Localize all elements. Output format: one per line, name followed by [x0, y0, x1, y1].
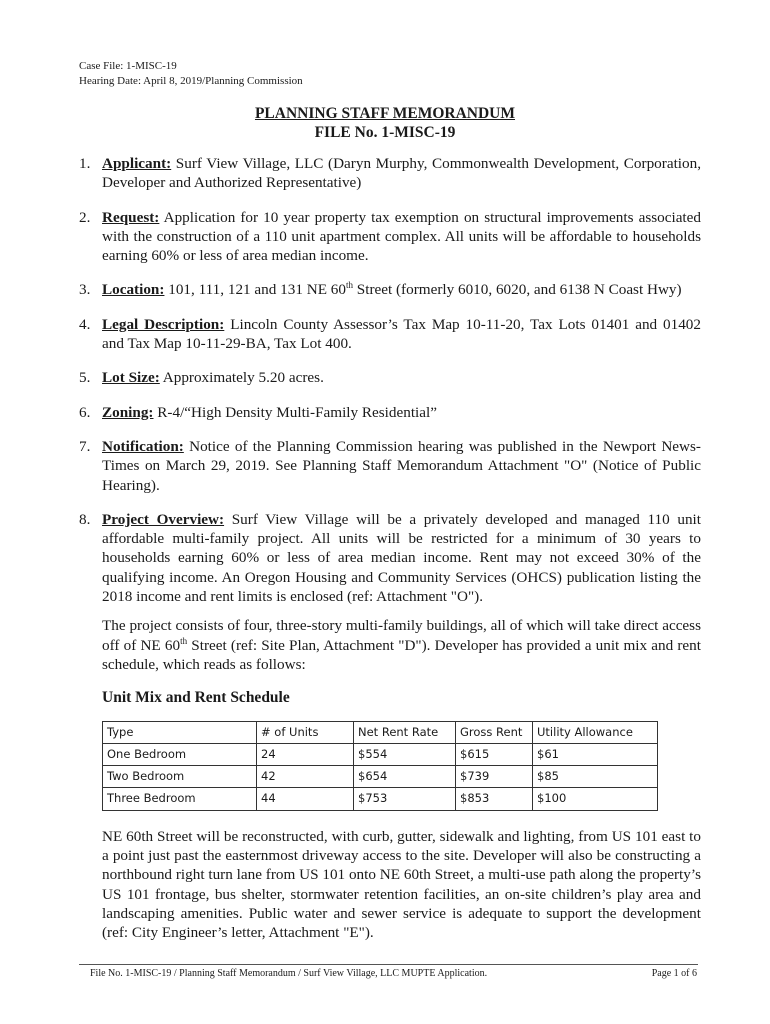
table-cell: $61	[533, 743, 658, 765]
memo-title	[0, 104, 770, 142]
memo-items	[79, 154, 701, 955]
item-text: Approximately 5.20 acres.	[159, 369, 324, 387]
item-label: Project Overview:	[102, 510, 225, 528]
table-row	[103, 788, 658, 810]
table-cell: Two Bedroom	[103, 766, 257, 788]
item-label: Request:	[102, 208, 160, 226]
paragraph-text: The project consists of four, three-story multi-family buildings, all of which will take direct access off of NE 60	[102, 617, 701, 654]
table-cell: $554	[354, 743, 456, 765]
table-row	[103, 766, 658, 788]
schedule-title: Unit Mix and Rent Schedule	[102, 689, 290, 707]
item-number: 3.	[79, 281, 91, 299]
case-header	[79, 59, 303, 89]
table-cell: $615	[456, 743, 533, 765]
table-cell: Three Bedroom	[103, 788, 257, 810]
item-notification	[79, 437, 701, 495]
column-header: Utility Allowance	[533, 721, 658, 743]
table-cell: $753	[354, 788, 456, 810]
item-text: Surf View Village will be a privately developed and managed 110 unit affordable multi-family project. All units will be restricted for a minimum of 30 years to households earning 60% or less of area median income. Rent may not exceed 30% of the qualifying income. An Oregon Housing and Community Services (OHCS) publication listing the 2018 income and rent limits is enclosed (ref: Attachment "O").	[102, 510, 701, 606]
item-text: Lincoln County Assessor’s Tax Map 10-11-20, Tax Lots 01401 and 01402 and Tax Map 10-11-29-BA, Tax Lot 400.	[102, 315, 701, 353]
table-cell: $739	[456, 766, 533, 788]
item-label: Zoning:	[102, 403, 154, 421]
column-header: Type	[103, 721, 257, 743]
table-cell: 44	[257, 788, 354, 810]
item-zoning	[79, 403, 701, 422]
item-text: Application for 10 year property tax exemption on structural improvements associated with the construction of a 110 unit apartment complex. All units will be affordable to households earning 60% or less of area median income.	[102, 208, 701, 265]
item-text: R-4/“High Density Multi-Family Residential”	[153, 403, 437, 421]
item-text-cont: Street (formerly 6010, 6020, and 6138 N Coast Hwy)	[352, 281, 682, 299]
footer-file-reference: File No. 1-MISC-19 / Planning Staff Memorandum / Surf View Village, LLC MUPTE Application.	[90, 968, 488, 979]
item-request	[79, 208, 701, 266]
item-label: Applicant:	[102, 155, 172, 172]
column-header: Net Rent Rate	[354, 721, 456, 743]
column-header: # of Units	[257, 721, 354, 743]
case-file: Case File: 1-MISC-19	[79, 60, 177, 72]
item-text: 101, 111, 121 and 131 NE 60	[164, 281, 346, 299]
item-number: 5.	[79, 369, 91, 387]
item-project-overview	[79, 510, 701, 943]
page-number: Page 1 of 6	[651, 968, 697, 979]
item-location	[79, 280, 701, 299]
item-label: Legal Description:	[102, 315, 225, 333]
table-cell: One Bedroom	[103, 743, 257, 765]
item-text: Surf View Village, LLC (Daryn Murphy, Commonwealth Development, Corporation, Developer and Authorized Representative)	[102, 155, 701, 192]
rent-schedule-table	[102, 721, 658, 811]
item-label: Lot Size:	[102, 369, 160, 387]
item-number: 7.	[79, 437, 91, 455]
item-number: 2.	[79, 208, 91, 226]
memo-title-line2: FILE No. 1-MISC-19	[314, 124, 456, 141]
table-cell: $100	[533, 788, 658, 810]
hearing-date: Hearing Date: April 8, 2019/Planning Commission	[79, 75, 303, 87]
table-cell: $654	[354, 766, 456, 788]
column-header: Gross Rent	[456, 721, 533, 743]
item-number: 1.	[79, 155, 91, 172]
item-label: Location:	[102, 281, 165, 299]
item-applicant	[79, 154, 701, 193]
item-number: 4.	[79, 315, 91, 333]
paragraph-text-cont: Street (ref: Site Plan, Attachment "D"). Developer has provided a unit mix and rent schedule, which reads as follows:	[102, 636, 701, 673]
item-legal-description	[79, 315, 701, 354]
table-cell: $853	[456, 788, 533, 810]
ordinal-suffix: th	[180, 635, 188, 646]
overview-paragraph-street: NE 60th Street will be reconstructed, with curb, gutter, sidewalk and lighting, from US 101 east to a point just past the easternmost driveway access to the site. Developer will also be constructing a northbound right turn lane from US 101 onto NE 60th Street, a multi-use path along the property’s US 101 frontage, bus shelter, stormwater retention facilities, an on-site children’s play area and landscaping amenities. Public water and sewer service is adequate to support the development (ref: City Engineer’s letter, Attachment "E").	[102, 827, 701, 942]
overview-paragraph-buildings	[102, 616, 701, 674]
table-row	[103, 743, 658, 765]
overview-details	[102, 616, 701, 942]
memo-title-line1: PLANNING STAFF MEMORANDUM	[254, 105, 516, 122]
table-cell: 42	[257, 766, 354, 788]
table-cell: $85	[533, 766, 658, 788]
item-number: 6.	[79, 403, 91, 421]
ordinal-suffix: th	[345, 280, 353, 291]
item-label: Notification:	[102, 437, 184, 455]
table-cell: 24	[257, 743, 354, 765]
table-header-row	[103, 721, 658, 743]
item-lot-size	[79, 368, 701, 387]
item-text: Notice of the Planning Commission hearing was published in the Newport News-Times on March 29, 2019. See Planning Staff Memorandum Attachment "O" (Notice of Public Hearing).	[102, 437, 701, 494]
item-number: 8.	[79, 510, 91, 528]
footer-divider	[79, 964, 698, 965]
